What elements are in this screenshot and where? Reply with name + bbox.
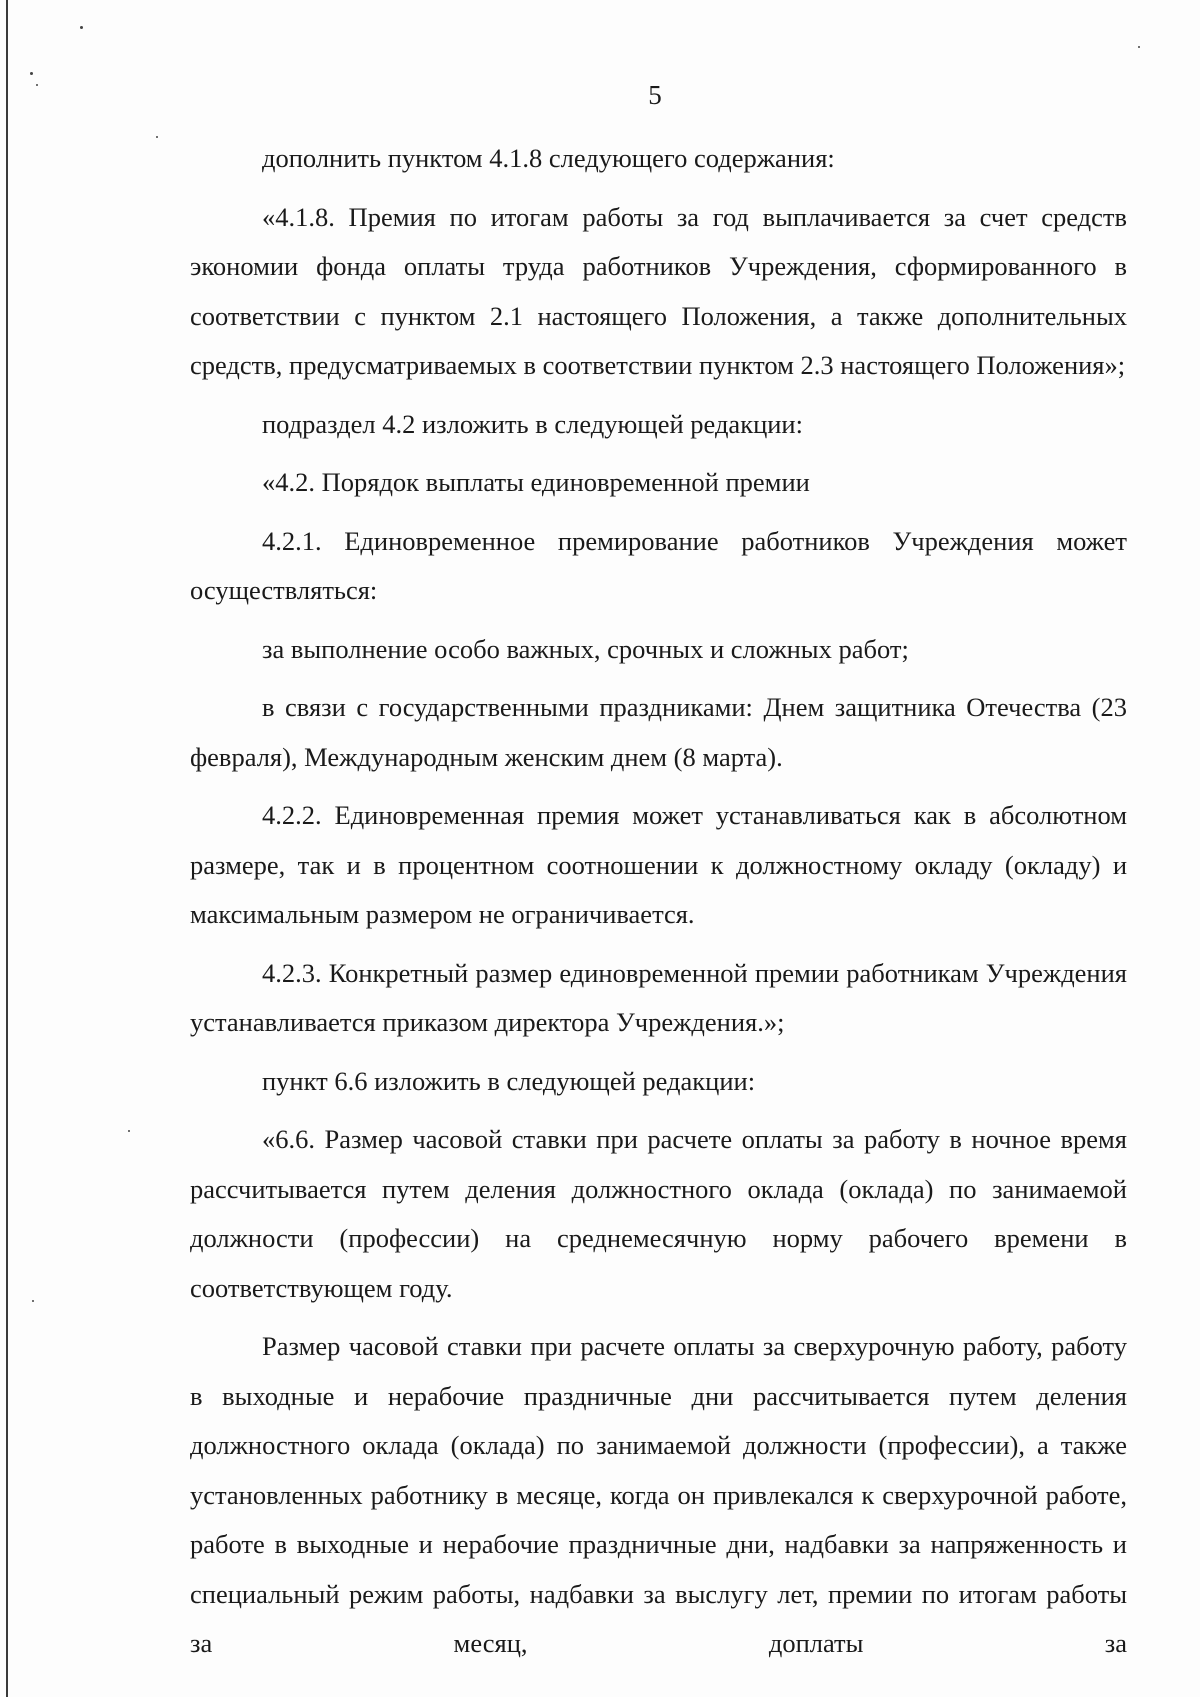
page-number: 5	[648, 80, 662, 110]
paragraph: «4.1.8. Премия по итогам работы за год выплачивается за счет средств экономии фонда оплаты труда работников Учреждения, сформированного в соответствии с пунктом 2.1 настоящего Положения, а также дополнительных средств, предусматриваемых в соответствии пунктом 2.3 настоящего Положения»;	[190, 201, 1127, 380]
paragraph: подраздел 4.2 изложить в следующей редакции:	[262, 408, 803, 439]
paragraph: пункт 6.6 изложить в следующей редакции:	[262, 1065, 756, 1096]
scan-speck	[80, 26, 83, 29]
paragraph: «6.6. Размер часовой ставки при расчете оплаты за работу в ночное время рассчитывается путем деления должностного оклада (оклада) по занимаемой должности (профессии) на среднемесячную норму рабочего времени в соответствующем году.	[190, 1124, 1127, 1303]
paragraph: 4.2.1. Единовременное премирование работников Учреждения может осуществляться:	[190, 525, 1127, 605]
paragraph: за выполнение особо важных, срочных и сложных работ;	[262, 633, 909, 664]
document-body	[190, 134, 1127, 1669]
paragraph: «4.2. Порядок выплаты единовременной премии	[262, 467, 810, 497]
paragraph: Размер часовой ставки при расчете оплаты за сверхурочную работу, работу в выходные и нерабочие праздничные дни рассчитывается путем деления должностного оклада (оклада) по занимаемой должности (профессии), а также установленных работнику в месяце, когда он привлекался к сверхурочной работе, работе в выходные и нерабочие праздничные дни, надбавки за напряженность и специальный режим работы, надбавки за выслугу лет, премии по итогам работы за месяц, доплаты за	[190, 1331, 1127, 1658]
scan-speck	[30, 72, 33, 75]
paragraph: дополнить пунктом 4.1.8 следующего содержания:	[262, 143, 835, 173]
scan-speck	[1138, 46, 1140, 48]
scan-speck	[128, 1130, 130, 1132]
paragraph: 4.2.2. Единовременная премия может устанавливаться как в абсолютном размере, так и в процентном соотношении к должностному окладу (окладу) и максимальным размером не ограничивается.	[190, 800, 1127, 929]
scan-left-edge	[6, 0, 8, 1697]
paragraph: в связи с государственными праздниками: Днем защитника Отечества (23 февраля), Международным женским днем (8 марта).	[190, 692, 1127, 772]
scan-speck	[156, 136, 158, 138]
paragraph: 4.2.3. Конкретный размер единовременной премии работникам Учреждения устанавливается приказом директора Учреждения.»;	[190, 957, 1127, 1037]
scan-speck	[32, 1300, 34, 1302]
